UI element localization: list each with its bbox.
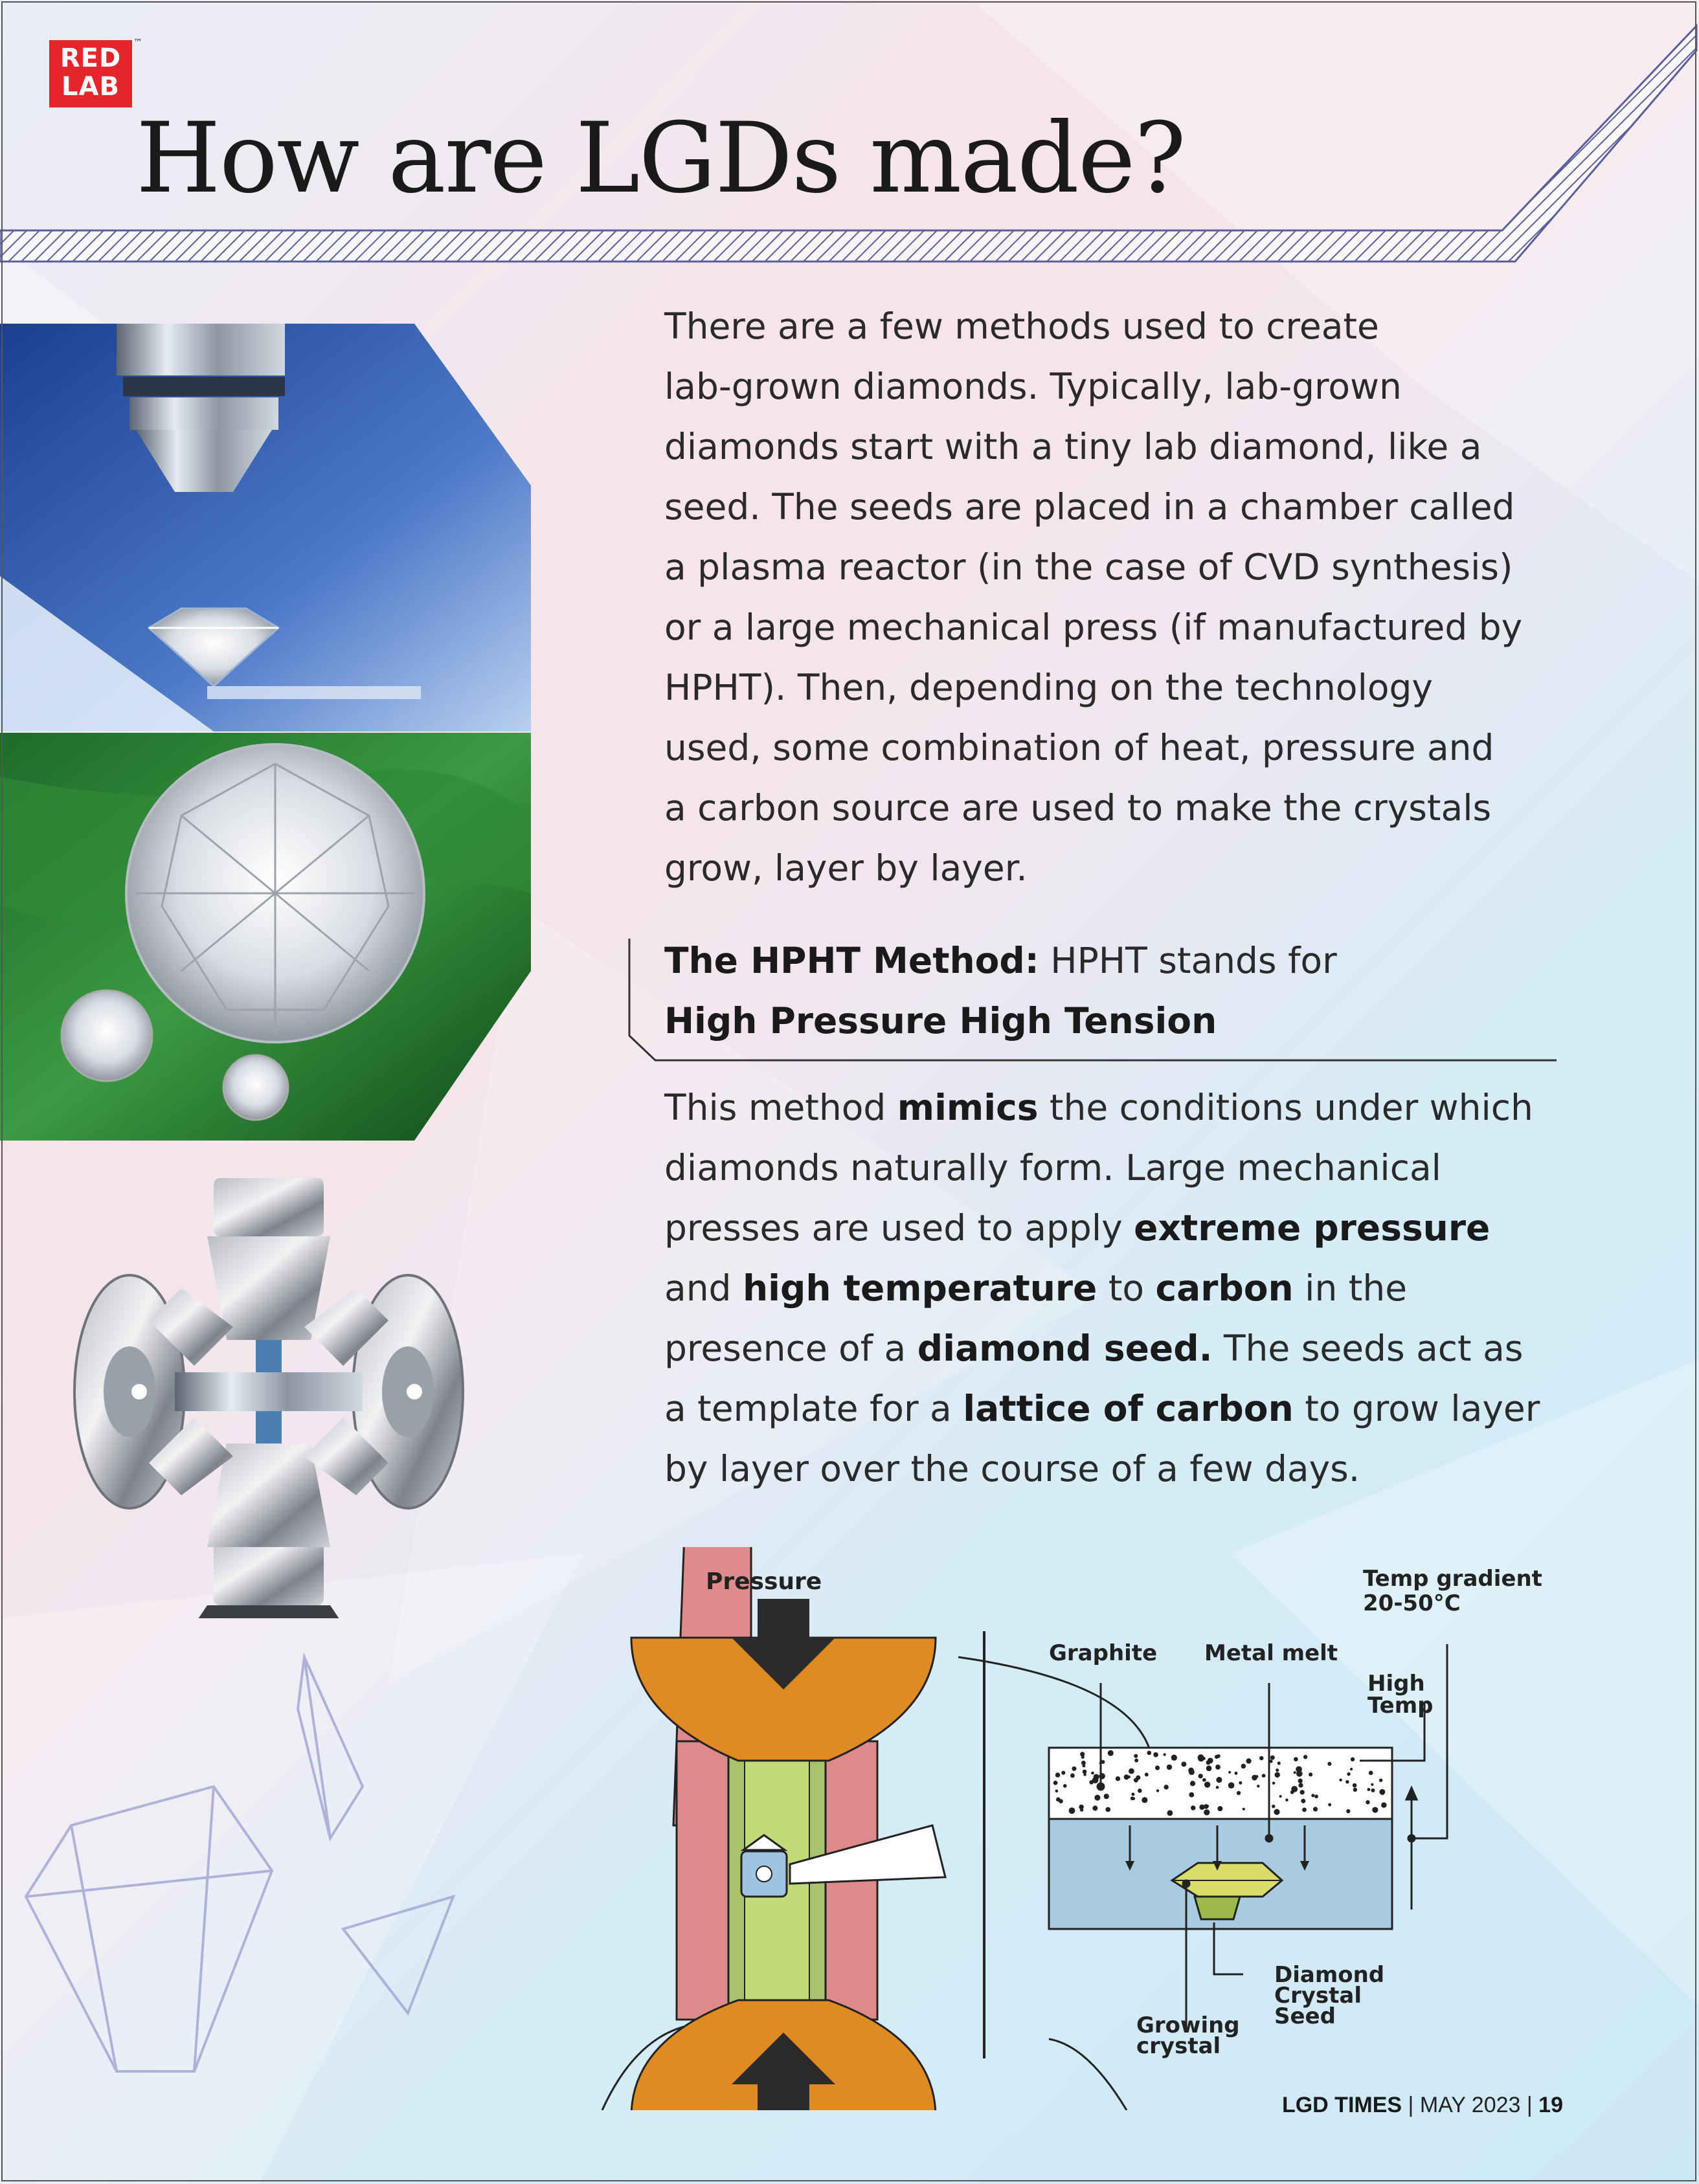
- graphite-speck: [1217, 1777, 1222, 1782]
- graphite-speck: [1204, 1809, 1210, 1815]
- graphite-speck: [1328, 1803, 1331, 1807]
- graphite-speck: [1094, 1774, 1099, 1780]
- graphite-speck: [1190, 1781, 1195, 1786]
- graphite-speck: [1206, 1760, 1211, 1765]
- graphite-speck: [1277, 1761, 1281, 1765]
- graphite-speck: [1191, 1805, 1195, 1810]
- graphite-speck: [1246, 1758, 1251, 1763]
- label-growing-crystal: Growing: [1136, 2012, 1240, 2038]
- redlab-logo: RED LAB: [49, 40, 132, 107]
- graphite-speck: [1164, 1785, 1168, 1789]
- graphite-speck: [1153, 1752, 1158, 1757]
- graphite-speck: [1298, 1783, 1303, 1788]
- hpht-diagram: [557, 1547, 1567, 2110]
- graphite-speck: [1142, 1797, 1147, 1803]
- label-high-temp: High: [1367, 1671, 1425, 1697]
- label-diamond-seed-2: Crystal: [1274, 1983, 1362, 2009]
- graphite-speck: [1145, 1773, 1149, 1777]
- graphite-speck: [1294, 1757, 1298, 1761]
- graphite-speck: [1206, 1805, 1210, 1808]
- graphite-speck: [1131, 1796, 1134, 1800]
- graphite-speck: [1116, 1776, 1120, 1781]
- graphite-speck: [1367, 1788, 1370, 1791]
- graphite-speck: [1091, 1772, 1094, 1775]
- graphite-speck: [1198, 1754, 1204, 1761]
- graphite-speck: [1346, 1809, 1350, 1813]
- graphite-speck: [1314, 1794, 1318, 1798]
- graphite-speck: [1189, 1769, 1195, 1775]
- graphite-speck: [1313, 1807, 1318, 1811]
- graphite-speck: [1311, 1794, 1314, 1797]
- graphite-speck: [1296, 1770, 1303, 1777]
- graphite-speck: [1138, 1788, 1142, 1793]
- graphite-speck: [1379, 1779, 1382, 1782]
- intro-line: HPHT). Then, depending on the technology: [664, 667, 1433, 708]
- graphite-speck: [1228, 1782, 1235, 1788]
- graphite-speck: [1372, 1807, 1378, 1812]
- graphite-speck: [1134, 1759, 1138, 1763]
- intro-line: a plasma reactor (in the case of CVD synthesis): [664, 546, 1513, 588]
- graphite-speck: [1215, 1755, 1219, 1759]
- graphite-speck: [1339, 1779, 1342, 1782]
- graphite-speck: [1059, 1799, 1063, 1803]
- intro-line: or a large mechanical press (if manufactured by: [664, 607, 1523, 648]
- graphite-speck: [1353, 1788, 1357, 1792]
- graphite-speck: [1381, 1802, 1387, 1808]
- graphite-speck: [1198, 1774, 1203, 1778]
- intro-line: lab-grown diamonds. Typically, lab-grown: [664, 366, 1402, 407]
- label-temp-gradient: Temp gradient: [1363, 1566, 1542, 1592]
- graphite-speck: [1298, 1779, 1303, 1783]
- graphite-speck: [1206, 1766, 1212, 1772]
- graphite-speck: [1163, 1753, 1165, 1755]
- graphite-speck: [1072, 1766, 1076, 1771]
- graphite-speck: [1301, 1799, 1305, 1803]
- graphite-speck: [1347, 1772, 1350, 1776]
- graphite-speck: [1381, 1792, 1384, 1795]
- photo-column: [0, 324, 531, 1618]
- hpht-press-photo: [74, 1178, 463, 1618]
- graphite-speck: [1171, 1755, 1177, 1761]
- graphite-speck: [1055, 1772, 1061, 1777]
- graphite-speck: [1189, 1792, 1194, 1798]
- graphite-speck: [1063, 1784, 1067, 1788]
- graphite-speck: [1366, 1800, 1369, 1804]
- label-pressure: Pressure: [706, 1568, 822, 1595]
- graphite-speck: [1215, 1765, 1221, 1770]
- graphite-speck: [1371, 1788, 1375, 1792]
- label-high-temp-2: Temp: [1367, 1693, 1434, 1719]
- intro-line: used, some combination of heat, pressure and: [664, 727, 1494, 768]
- graphite-speck: [1167, 1810, 1173, 1816]
- intro-line: diamonds start with a tiny lab diamond, like a: [664, 426, 1482, 467]
- intro-paragraph: [664, 296, 1571, 898]
- page-number: 19: [1538, 2093, 1563, 2117]
- graphite-speck: [1061, 1771, 1065, 1775]
- graphite-speck: [1369, 1771, 1373, 1776]
- graphite-speck: [1108, 1750, 1114, 1756]
- intro-line: a carbon source are used to make the crystals: [664, 787, 1492, 829]
- graphite-speck: [1272, 1805, 1275, 1808]
- method-intro: HPHT stands for: [1039, 940, 1337, 981]
- graphite-speck: [1070, 1774, 1075, 1778]
- graphite-speck: [1053, 1781, 1058, 1785]
- graphite-speck: [1303, 1755, 1307, 1759]
- intro-line: There are a few methods used to create: [664, 306, 1379, 347]
- graphite-speck: [1285, 1799, 1288, 1802]
- graphite-speck: [1241, 1764, 1246, 1769]
- label-metal-melt: Metal melt: [1204, 1640, 1338, 1666]
- graphite-speck: [1092, 1805, 1097, 1811]
- method-label: The HPHT Method:: [664, 940, 1039, 981]
- graphite-speck: [1255, 1775, 1259, 1778]
- graphite-speck: [1089, 1780, 1093, 1784]
- label-temp-range: 20-50°C: [1363, 1590, 1461, 1616]
- graphite-speck: [1136, 1776, 1140, 1780]
- graphite-speck: [1105, 1807, 1110, 1812]
- graphite-speck: [1129, 1768, 1134, 1774]
- graphite-speck: [1131, 1792, 1134, 1796]
- label-growing-crystal-2: crystal: [1136, 2033, 1221, 2059]
- graphite-speck: [1302, 1807, 1307, 1812]
- graphite-speck: [1300, 1790, 1305, 1794]
- graphite-speck: [1270, 1755, 1275, 1760]
- graphite-speck: [1353, 1783, 1357, 1788]
- graphite-speck: [1243, 1808, 1245, 1811]
- graphite-speck: [1291, 1786, 1298, 1792]
- trademark-symbol: ™: [133, 38, 142, 48]
- graphite-speck: [1257, 1785, 1259, 1787]
- graphite-speck: [1345, 1780, 1349, 1783]
- graphite-speck: [1235, 1772, 1238, 1775]
- graphite-speck: [1309, 1772, 1312, 1776]
- graphite-speck: [1259, 1756, 1263, 1760]
- graphite-speck: [1134, 1754, 1138, 1758]
- graphite-speck: [1228, 1771, 1231, 1774]
- graphite-speck: [1237, 1791, 1241, 1795]
- graphite-speck: [1094, 1795, 1100, 1801]
- method-heading: [664, 931, 1337, 1051]
- page-footer: LGD TIMES | MAY 2023 | 19: [1281, 2093, 1563, 2117]
- graphite-speck: [1069, 1807, 1075, 1814]
- graphite-speck: [1216, 1786, 1219, 1789]
- graphite-speck: [1350, 1768, 1353, 1770]
- graphite-speck: [1181, 1761, 1186, 1766]
- graphite-speck: [1351, 1757, 1355, 1761]
- label-graphite: Graphite: [1049, 1640, 1158, 1666]
- graphite-speck: [1104, 1794, 1109, 1799]
- graphite-speck: [1128, 1776, 1131, 1778]
- graphite-speck: [1279, 1795, 1282, 1798]
- page-title: How are LGDs made?: [136, 102, 1186, 215]
- microscope-diamond-photo: [0, 324, 531, 731]
- graphite-speck: [1371, 1783, 1373, 1786]
- graphite-speck: [1083, 1770, 1087, 1774]
- intro-line: grow, layer by layer.: [664, 847, 1028, 889]
- graphite-speck: [1083, 1765, 1086, 1768]
- graphite-speck: [1055, 1790, 1059, 1793]
- graphite-speck: [1276, 1768, 1279, 1772]
- graphite-speck: [1167, 1765, 1172, 1770]
- graphite-speck: [1080, 1808, 1083, 1811]
- method-full-name: High Pressure High Tension: [664, 1000, 1217, 1042]
- hpht-description: This method mimics the conditions under which diamonds naturally form. Large mechanical presses are used to apply extreme pressure and high temperature to carbon in the presence of a diamond seed. The seeds act as a template for a lattice of carbon to grow layer by layer over the course of a few days.: [664, 1087, 1540, 1489]
- graphite-speck: [1294, 1771, 1296, 1774]
- graphite-speck: [1239, 1781, 1242, 1785]
- graphite-speck: [1199, 1805, 1204, 1810]
- issue-date: MAY 2023: [1419, 2093, 1521, 2117]
- graphite-speck: [1156, 1789, 1159, 1792]
- publication-name: LGD TIMES: [1281, 2093, 1402, 2117]
- graphite-speck: [1274, 1809, 1279, 1815]
- graphite-speck: [1274, 1772, 1279, 1777]
- graphite-speck: [1272, 1781, 1276, 1785]
- diamonds-on-leaves-photo: [0, 733, 531, 1141]
- graphite-speck: [1217, 1806, 1222, 1811]
- graphite-speck: [1147, 1751, 1151, 1755]
- graphite-speck: [1083, 1773, 1086, 1776]
- graphite-speck: [1327, 1762, 1331, 1766]
- intro-line: seed. The seeds are placed in a chamber called: [664, 486, 1515, 528]
- label-diamond-seed-3: Seed: [1274, 2003, 1336, 2029]
- label-diamond-seed: Diamond: [1274, 1962, 1385, 1988]
- graphite-speck: [1202, 1778, 1206, 1782]
- graphite-speck: [1262, 1774, 1266, 1777]
- graphite-speck: [1081, 1755, 1085, 1759]
- graphite-speck: [1155, 1765, 1160, 1770]
- graphite-speck: [1204, 1781, 1210, 1787]
